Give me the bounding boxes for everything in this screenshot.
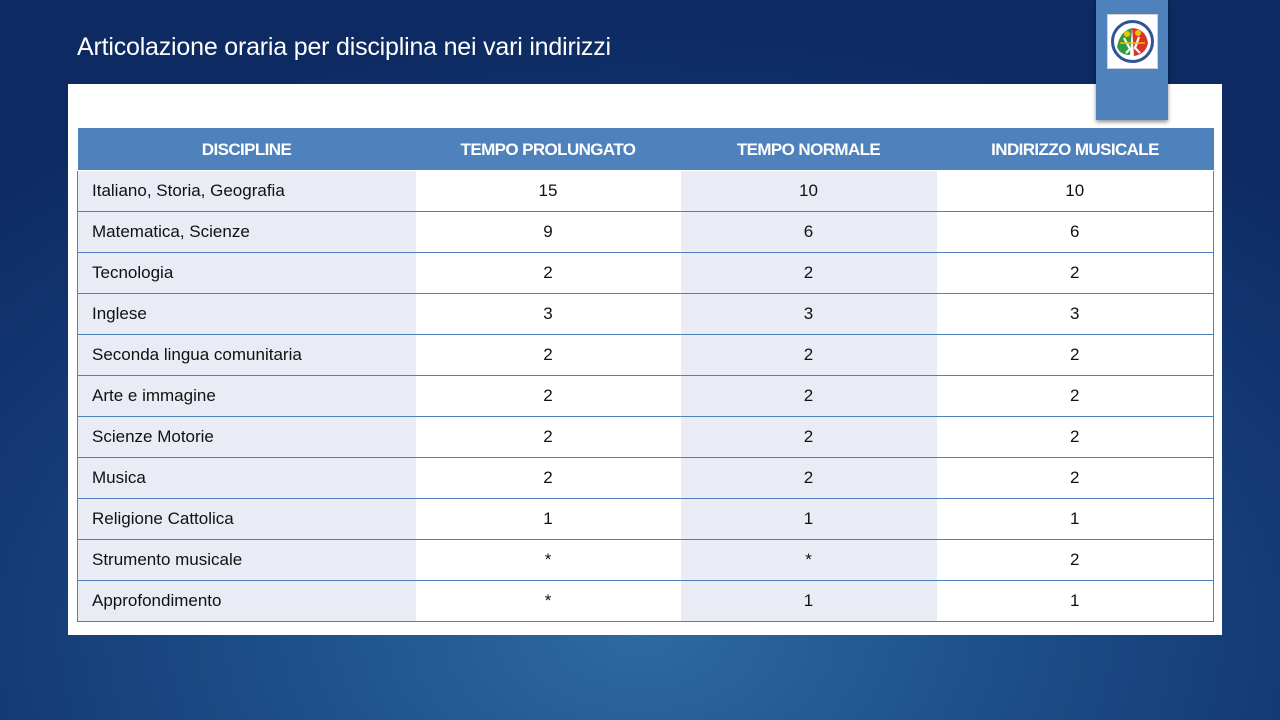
hours-indirizzo-musicale: 3 bbox=[937, 294, 1214, 335]
table-row bbox=[78, 376, 1214, 417]
hours-tempo-normale: 2 bbox=[681, 376, 937, 417]
table-row bbox=[78, 294, 1214, 335]
table-header-row bbox=[78, 129, 1214, 171]
table-row bbox=[78, 417, 1214, 458]
discipline-name: Matematica, Scienze bbox=[78, 212, 416, 253]
hours-indirizzo-musicale: 1 bbox=[937, 499, 1214, 540]
hours-tempo-prolungato: 9 bbox=[416, 212, 681, 253]
hours-indirizzo-musicale: 2 bbox=[937, 376, 1214, 417]
hours-tempo-normale: 2 bbox=[681, 458, 937, 499]
discipline-name: Strumento musicale bbox=[78, 540, 416, 581]
table-row bbox=[78, 212, 1214, 253]
hours-tempo-normale: 6 bbox=[681, 212, 937, 253]
hours-tempo-prolungato: 2 bbox=[416, 335, 681, 376]
table-row bbox=[78, 335, 1214, 376]
discipline-name: Scienze Motorie bbox=[78, 417, 416, 458]
hours-tempo-normale: 10 bbox=[681, 171, 937, 212]
hours-indirizzo-musicale: 2 bbox=[937, 417, 1214, 458]
hours-tempo-prolungato: 2 bbox=[416, 376, 681, 417]
hours-tempo-normale: 2 bbox=[681, 335, 937, 376]
table-row bbox=[78, 581, 1214, 622]
table-row bbox=[78, 253, 1214, 294]
discipline-name: Tecnologia bbox=[78, 253, 416, 294]
hours-tempo-prolungato: * bbox=[416, 540, 681, 581]
hours-indirizzo-musicale: 2 bbox=[937, 458, 1214, 499]
schedule-table bbox=[77, 128, 1214, 622]
hours-tempo-prolungato: 2 bbox=[416, 253, 681, 294]
header-indirizzo-musicale: INDIRIZZO MUSICALE bbox=[937, 129, 1214, 171]
hours-tempo-normale: 1 bbox=[681, 581, 937, 622]
hours-indirizzo-musicale: 2 bbox=[937, 540, 1214, 581]
hours-indirizzo-musicale: 10 bbox=[937, 171, 1214, 212]
hours-tempo-prolungato: * bbox=[416, 581, 681, 622]
discipline-name: Italiano, Storia, Geografia bbox=[78, 171, 416, 212]
discipline-name: Arte e immagine bbox=[78, 376, 416, 417]
hours-tempo-normale: 2 bbox=[681, 417, 937, 458]
hours-indirizzo-musicale: 2 bbox=[937, 335, 1214, 376]
school-logo-icon bbox=[1107, 14, 1158, 69]
hours-indirizzo-musicale: 2 bbox=[937, 253, 1214, 294]
discipline-name: Inglese bbox=[78, 294, 416, 335]
table-row bbox=[78, 499, 1214, 540]
discipline-name: Seconda lingua comunitaria bbox=[78, 335, 416, 376]
hours-tempo-normale: 1 bbox=[681, 499, 937, 540]
hours-indirizzo-musicale: 6 bbox=[937, 212, 1214, 253]
table-row bbox=[78, 540, 1214, 581]
hours-tempo-prolungato: 2 bbox=[416, 458, 681, 499]
table-row bbox=[78, 458, 1214, 499]
discipline-name: Musica bbox=[78, 458, 416, 499]
hours-tempo-prolungato: 1 bbox=[416, 499, 681, 540]
hours-tempo-normale: 2 bbox=[681, 253, 937, 294]
discipline-name: Approfondimento bbox=[78, 581, 416, 622]
discipline-name: Religione Cattolica bbox=[78, 499, 416, 540]
hours-indirizzo-musicale: 1 bbox=[937, 581, 1214, 622]
header-discipline: DISCIPLINE bbox=[78, 129, 416, 171]
slide-title: Articolazione oraria per disciplina nei vari indirizzi bbox=[77, 33, 611, 61]
hours-tempo-prolungato: 3 bbox=[416, 294, 681, 335]
hours-tempo-prolungato: 2 bbox=[416, 417, 681, 458]
hours-tempo-normale: 3 bbox=[681, 294, 937, 335]
hours-tempo-prolungato: 15 bbox=[416, 171, 681, 212]
header-tempo-prolungato: TEMPO PROLUNGATO bbox=[416, 129, 681, 171]
hours-tempo-normale: * bbox=[681, 540, 937, 581]
header-tempo-normale: TEMPO NORMALE bbox=[681, 129, 937, 171]
table-row bbox=[78, 171, 1214, 212]
